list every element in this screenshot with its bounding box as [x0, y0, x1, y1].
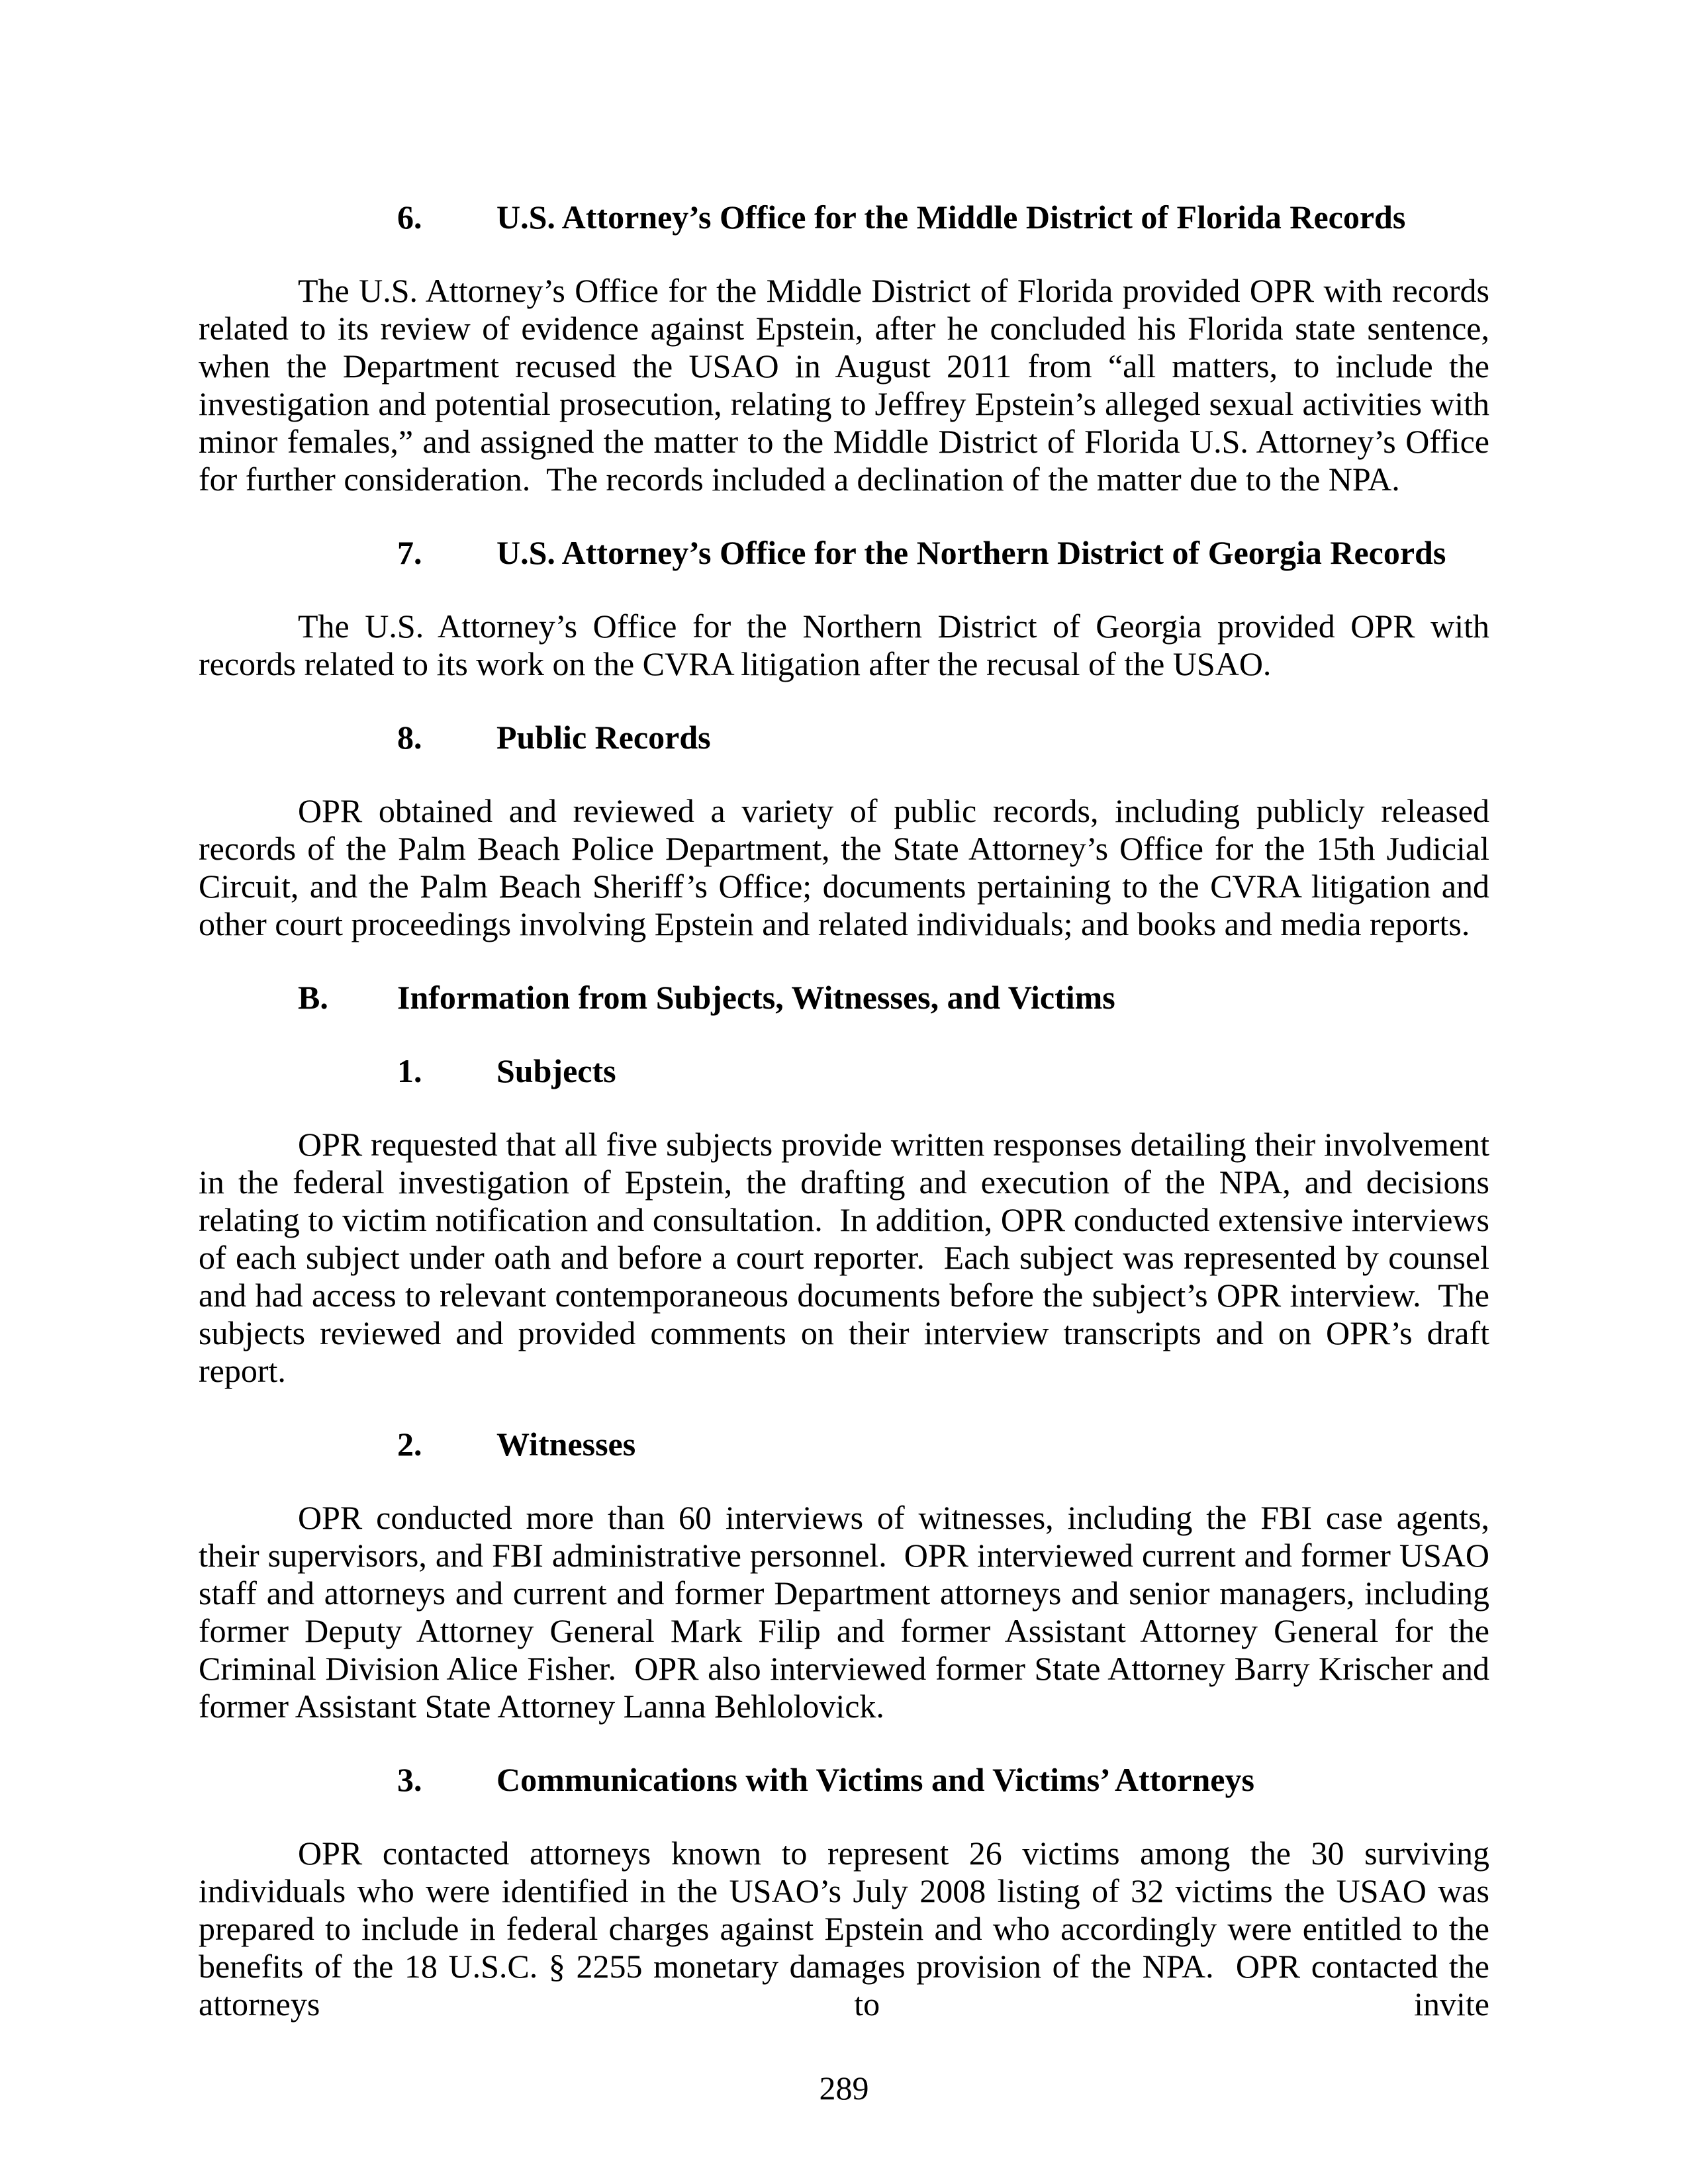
paragraph-public-records: OPR obtained and reviewed a variety of public records, including publicly released records of the Palm Beach Police Department, the State Attorney’s Office for the 15th Judicial Circuit, and the Palm Beach Sheriff’s Office; documents pertaining to the CVRA litigation and other court proceedings involving Epstein and related individuals; and books and media reports.: [199, 792, 1489, 942]
section-heading-6: [199, 199, 1489, 236]
heading-number: 2.: [397, 1426, 422, 1463]
section-heading-7: [199, 534, 1489, 572]
section-heading-3: [199, 1761, 1489, 1799]
heading-title: Information from Subjects, Witnesses, and Victims: [397, 979, 1115, 1016]
heading-title: Subjects: [496, 1052, 616, 1089]
heading-number: 8.: [397, 719, 422, 756]
section-heading-8: [199, 719, 1489, 756]
paragraph-victims-attorneys: OPR contacted attorneys known to represent 26 victims among the 30 surviving individuals who were identified in the USAO’s July 2008 listing of 32 victims the USAO was prepared to include in federal charges against Epstein and who accordingly were entitled to the benefits of the 18 U.S.C. § 2255 monetary damages provision of the NPA. OPR contacted the attorneys to invite: [199, 1835, 1489, 2023]
heading-number: 6.: [397, 199, 422, 236]
heading-number: 1.: [397, 1052, 422, 1089]
section-heading-2: [199, 1426, 1489, 1463]
heading-number: 7.: [397, 534, 422, 571]
heading-number: B.: [298, 979, 328, 1016]
section-heading-1: [199, 1052, 1489, 1090]
paragraph-witnesses: OPR conducted more than 60 interviews of witnesses, including the FBI case agents, their supervisors, and FBI administrative personnel. OPR interviewed current and former USAO staff and attorneys and current and former Department attorneys and senior managers, including former Deputy Attorney General Mark Filip and former Assistant Attorney General for the Criminal Division Alice Fisher. OPR also interviewed former State Attorney Barry Krischer and former Assistant State Attorney Lanna Behlolovick.: [199, 1499, 1489, 1725]
heading-title: Public Records: [496, 719, 711, 756]
heading-number: 3.: [397, 1761, 422, 1798]
section-heading-B: [199, 979, 1489, 1017]
paragraph-northern-georgia-records: The U.S. Attorney’s Office for the Northern District of Georgia provided OPR with records related to its work on the CVRA litigation after the recusal of the USAO.: [199, 608, 1489, 682]
page-number: 289: [819, 2070, 869, 2107]
paragraph-middle-district-records: The U.S. Attorney’s Office for the Middle District of Florida provided OPR with records related to its review of evidence against Epstein, after he concluded his Florida state sentence, when the Department recused the USAO in August 2011 from “all matters, to include the investigation and potential prosecution, relating to Jeffrey Epstein’s alleged sexual activities with minor females,” and assigned the matter to the Middle District of Florida U.S. Attorney’s Office for further consideration. The records included a declination of the matter due to the NPA.: [199, 272, 1489, 498]
heading-title: U.S. Attorney’s Office for the Middle District of Florida Records: [496, 199, 1406, 236]
paragraph-subjects: OPR requested that all five subjects provide written responses detailing their involvement in the federal investigation of Epstein, the drafting and execution of the NPA, and decisions relating to victim notification and consultation. In addition, OPR conducted extensive interviews of each subject under oath and before a court reporter. Each subject was represented by counsel and had access to relevant contemporaneous documents before the subject’s OPR interview. The subjects reviewed and provided comments on their interview transcripts and on OPR’s draft report.: [199, 1126, 1489, 1389]
heading-title: U.S. Attorney’s Office for the Northern District of Georgia Records: [496, 534, 1446, 571]
heading-title: Witnesses: [496, 1426, 636, 1463]
heading-title: Communications with Victims and Victims’ Attorneys: [496, 1761, 1254, 1798]
